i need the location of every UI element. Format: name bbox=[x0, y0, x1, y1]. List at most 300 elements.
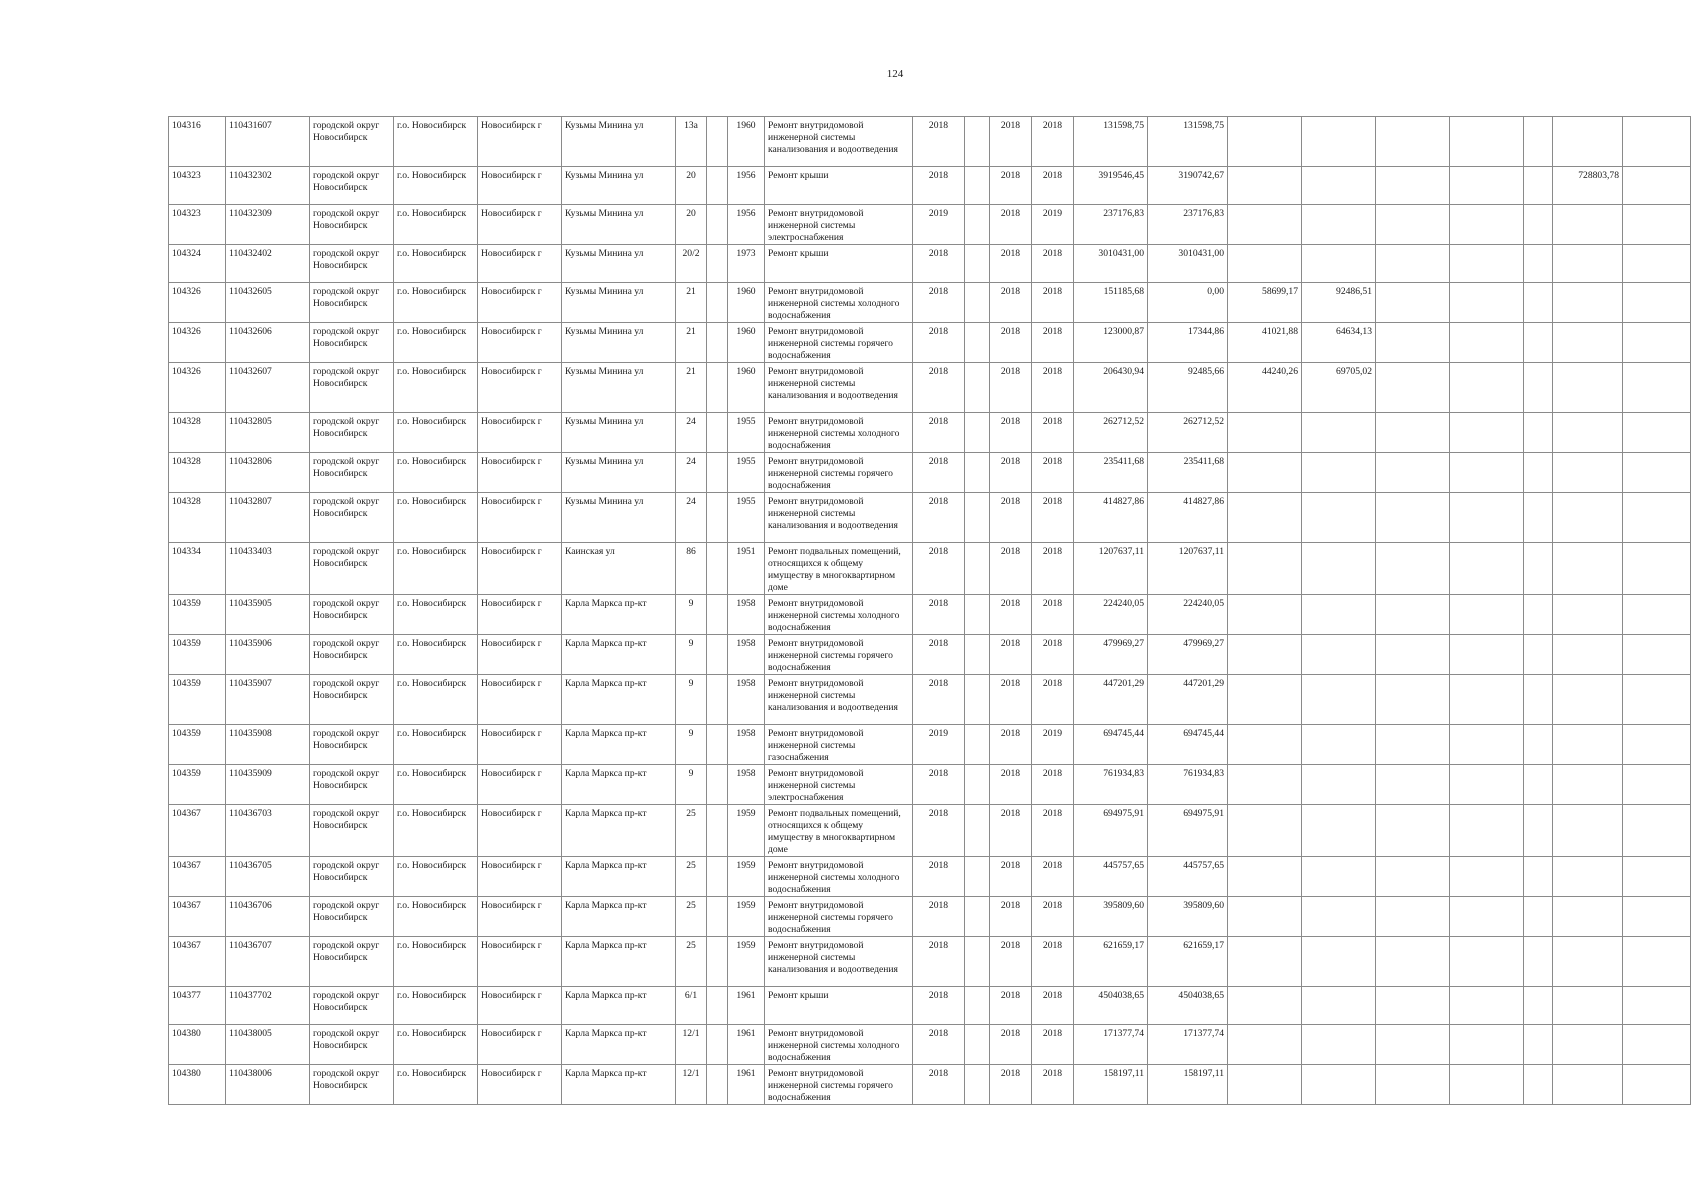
total-cost-cell: 3010431,00 bbox=[1074, 245, 1148, 283]
amount-e-cell bbox=[1450, 543, 1524, 595]
extra-cell bbox=[965, 167, 990, 205]
amount-c-cell: 92486,51 bbox=[1302, 283, 1376, 323]
amount-c-cell bbox=[1302, 987, 1376, 1025]
building-cell bbox=[707, 413, 728, 453]
extra-cell bbox=[965, 805, 990, 857]
extra-cell bbox=[965, 283, 990, 323]
code-cell: 110432805 bbox=[226, 413, 310, 453]
street-cell: Карла Маркса пр-кт bbox=[562, 765, 676, 805]
table-row bbox=[169, 205, 1691, 245]
amount-b-cell bbox=[1228, 987, 1302, 1025]
district-cell: городской округ Новосибирск bbox=[310, 543, 394, 595]
amount-g-cell bbox=[1623, 245, 1691, 283]
district-cell: городской округ Новосибирск bbox=[310, 937, 394, 987]
amount-e-cell bbox=[1450, 805, 1524, 857]
table-row bbox=[169, 987, 1691, 1025]
amount-b-cell bbox=[1228, 595, 1302, 635]
extra-cell bbox=[965, 543, 990, 595]
district-cell: городской округ Новосибирск bbox=[310, 1025, 394, 1065]
amount-g-cell bbox=[1623, 413, 1691, 453]
extra-cell bbox=[965, 205, 990, 245]
street-cell: Кузьмы Минина ул bbox=[562, 323, 676, 363]
building-cell bbox=[707, 725, 728, 765]
total-cost-cell: 151185,68 bbox=[1074, 283, 1148, 323]
amount-f-cell bbox=[1553, 323, 1623, 363]
amount-d-cell bbox=[1376, 117, 1450, 167]
table-row bbox=[169, 765, 1691, 805]
row-id-cell: 104328 bbox=[169, 493, 226, 543]
start-year-cell: 2018 bbox=[990, 245, 1032, 283]
table-row bbox=[169, 897, 1691, 937]
blank-cell bbox=[1524, 283, 1553, 323]
municipality-cell: г.о. Новосибирск bbox=[394, 937, 478, 987]
extra-cell bbox=[965, 937, 990, 987]
amount-d-cell bbox=[1376, 283, 1450, 323]
municipality-cell: г.о. Новосибирск bbox=[394, 897, 478, 937]
amount-e-cell bbox=[1450, 937, 1524, 987]
amount-e-cell bbox=[1450, 1065, 1524, 1105]
house-number-cell: 20 bbox=[676, 167, 707, 205]
building-cell bbox=[707, 453, 728, 493]
building-cell bbox=[707, 167, 728, 205]
building-cell bbox=[707, 1025, 728, 1065]
end-year-cell: 2018 bbox=[1032, 765, 1074, 805]
start-year-cell: 2018 bbox=[990, 413, 1032, 453]
amount-b-cell bbox=[1228, 805, 1302, 857]
amount-g-cell bbox=[1623, 453, 1691, 493]
district-cell: городской округ Новосибирск bbox=[310, 413, 394, 453]
amount-e-cell bbox=[1450, 323, 1524, 363]
amount-f-cell bbox=[1553, 635, 1623, 675]
district-cell: городской округ Новосибирск bbox=[310, 635, 394, 675]
start-year-cell: 2018 bbox=[990, 897, 1032, 937]
start-year-cell: 2018 bbox=[990, 937, 1032, 987]
code-cell: 110438006 bbox=[226, 1065, 310, 1105]
amount-a-cell: 694745,44 bbox=[1148, 725, 1228, 765]
total-cost-cell: 694745,44 bbox=[1074, 725, 1148, 765]
building-cell bbox=[707, 765, 728, 805]
street-cell: Кузьмы Минина ул bbox=[562, 167, 676, 205]
house-number-cell: 12/1 bbox=[676, 1065, 707, 1105]
plan-year-cell: 2018 bbox=[913, 1065, 965, 1105]
end-year-cell: 2018 bbox=[1032, 117, 1074, 167]
municipality-cell: г.о. Новосибирск bbox=[394, 987, 478, 1025]
row-id-cell: 104380 bbox=[169, 1025, 226, 1065]
amount-a-cell: 262712,52 bbox=[1148, 413, 1228, 453]
extra-cell bbox=[965, 323, 990, 363]
amount-g-cell bbox=[1623, 543, 1691, 595]
street-cell: Карла Маркса пр-кт bbox=[562, 675, 676, 725]
district-cell: городской округ Новосибирск bbox=[310, 595, 394, 635]
amount-e-cell bbox=[1450, 363, 1524, 413]
extra-cell bbox=[965, 675, 990, 725]
end-year-cell: 2018 bbox=[1032, 453, 1074, 493]
amount-g-cell bbox=[1623, 595, 1691, 635]
extra-cell bbox=[965, 493, 990, 543]
year-built-cell: 1961 bbox=[728, 1025, 765, 1065]
total-cost-cell: 131598,75 bbox=[1074, 117, 1148, 167]
amount-c-cell bbox=[1302, 725, 1376, 765]
amount-a-cell: 414827,86 bbox=[1148, 493, 1228, 543]
year-built-cell: 1960 bbox=[728, 363, 765, 413]
code-cell: 110433403 bbox=[226, 543, 310, 595]
settlement-cell: Новосибирск г bbox=[478, 725, 562, 765]
amount-g-cell bbox=[1623, 897, 1691, 937]
amount-g-cell bbox=[1623, 283, 1691, 323]
street-cell: Карла Маркса пр-кт bbox=[562, 595, 676, 635]
amount-a-cell: 17344,86 bbox=[1148, 323, 1228, 363]
plan-year-cell: 2018 bbox=[913, 413, 965, 453]
year-built-cell: 1959 bbox=[728, 805, 765, 857]
code-cell: 110432606 bbox=[226, 323, 310, 363]
street-cell: Карла Маркса пр-кт bbox=[562, 937, 676, 987]
row-id-cell: 104323 bbox=[169, 167, 226, 205]
amount-d-cell bbox=[1376, 937, 1450, 987]
amount-c-cell bbox=[1302, 635, 1376, 675]
amount-f-cell bbox=[1553, 1025, 1623, 1065]
work-type-cell: Ремонт внутридомовой инженерной системы горячего водоснабжения bbox=[765, 323, 913, 363]
amount-a-cell: 761934,83 bbox=[1148, 765, 1228, 805]
amount-c-cell bbox=[1302, 205, 1376, 245]
row-id-cell: 104326 bbox=[169, 283, 226, 323]
building-cell bbox=[707, 493, 728, 543]
extra-cell bbox=[965, 897, 990, 937]
work-type-cell: Ремонт внутридомовой инженерной системы холодного водоснабжения bbox=[765, 595, 913, 635]
start-year-cell: 2018 bbox=[990, 805, 1032, 857]
settlement-cell: Новосибирск г bbox=[478, 897, 562, 937]
street-cell: Карла Маркса пр-кт bbox=[562, 1025, 676, 1065]
settlement-cell: Новосибирск г bbox=[478, 413, 562, 453]
amount-b-cell bbox=[1228, 857, 1302, 897]
year-built-cell: 1960 bbox=[728, 117, 765, 167]
start-year-cell: 2018 bbox=[990, 765, 1032, 805]
row-id-cell: 104359 bbox=[169, 595, 226, 635]
street-cell: Кузьмы Минина ул bbox=[562, 493, 676, 543]
district-cell: городской округ Новосибирск bbox=[310, 167, 394, 205]
plan-year-cell: 2018 bbox=[913, 323, 965, 363]
total-cost-cell: 206430,94 bbox=[1074, 363, 1148, 413]
building-cell bbox=[707, 1065, 728, 1105]
district-cell: городской округ Новосибирск bbox=[310, 117, 394, 167]
amount-e-cell bbox=[1450, 205, 1524, 245]
amount-c-cell: 69705,02 bbox=[1302, 363, 1376, 413]
table-row bbox=[169, 725, 1691, 765]
code-cell: 110432302 bbox=[226, 167, 310, 205]
amount-f-cell bbox=[1553, 1065, 1623, 1105]
end-year-cell: 2018 bbox=[1032, 937, 1074, 987]
plan-year-cell: 2018 bbox=[913, 283, 965, 323]
settlement-cell: Новосибирск г bbox=[478, 167, 562, 205]
amount-g-cell bbox=[1623, 1025, 1691, 1065]
amount-a-cell: 0,00 bbox=[1148, 283, 1228, 323]
settlement-cell: Новосибирск г bbox=[478, 117, 562, 167]
year-built-cell: 1960 bbox=[728, 283, 765, 323]
year-built-cell: 1956 bbox=[728, 205, 765, 245]
amount-e-cell bbox=[1450, 283, 1524, 323]
plan-year-cell: 2018 bbox=[913, 363, 965, 413]
amount-c-cell bbox=[1302, 493, 1376, 543]
house-number-cell: 25 bbox=[676, 857, 707, 897]
amount-g-cell bbox=[1623, 675, 1691, 725]
amount-g-cell bbox=[1623, 987, 1691, 1025]
amount-b-cell bbox=[1228, 725, 1302, 765]
amount-g-cell bbox=[1623, 493, 1691, 543]
district-cell: городской округ Новосибирск bbox=[310, 245, 394, 283]
blank-cell bbox=[1524, 1065, 1553, 1105]
blank-cell bbox=[1524, 937, 1553, 987]
end-year-cell: 2018 bbox=[1032, 857, 1074, 897]
blank-cell bbox=[1524, 897, 1553, 937]
house-number-cell: 9 bbox=[676, 725, 707, 765]
street-cell: Карла Маркса пр-кт bbox=[562, 987, 676, 1025]
year-built-cell: 1961 bbox=[728, 1065, 765, 1105]
extra-cell bbox=[965, 117, 990, 167]
amount-c-cell bbox=[1302, 937, 1376, 987]
district-cell: городской округ Новосибирск bbox=[310, 323, 394, 363]
amount-f-cell bbox=[1553, 363, 1623, 413]
code-cell: 110435907 bbox=[226, 675, 310, 725]
amount-c-cell bbox=[1302, 857, 1376, 897]
amount-c-cell bbox=[1302, 543, 1376, 595]
amount-a-cell: 3010431,00 bbox=[1148, 245, 1228, 283]
amount-c-cell bbox=[1302, 167, 1376, 205]
start-year-cell: 2018 bbox=[990, 283, 1032, 323]
amount-g-cell bbox=[1623, 363, 1691, 413]
amount-e-cell bbox=[1450, 725, 1524, 765]
work-type-cell: Ремонт внутридомовой инженерной системы канализования и водоотведения bbox=[765, 937, 913, 987]
amount-b-cell bbox=[1228, 765, 1302, 805]
amount-c-cell bbox=[1302, 805, 1376, 857]
extra-cell bbox=[965, 1025, 990, 1065]
district-cell: городской округ Новосибирск bbox=[310, 897, 394, 937]
total-cost-cell: 3919546,45 bbox=[1074, 167, 1148, 205]
work-type-cell: Ремонт крыши bbox=[765, 167, 913, 205]
row-id-cell: 104326 bbox=[169, 323, 226, 363]
district-cell: городской округ Новосибирск bbox=[310, 857, 394, 897]
total-cost-cell: 1207637,11 bbox=[1074, 543, 1148, 595]
total-cost-cell: 237176,83 bbox=[1074, 205, 1148, 245]
start-year-cell: 2018 bbox=[990, 987, 1032, 1025]
amount-a-cell: 447201,29 bbox=[1148, 675, 1228, 725]
amount-e-cell bbox=[1450, 453, 1524, 493]
total-cost-cell: 235411,68 bbox=[1074, 453, 1148, 493]
district-cell: городской округ Новосибирск bbox=[310, 1065, 394, 1105]
extra-cell bbox=[965, 453, 990, 493]
amount-f-cell bbox=[1553, 413, 1623, 453]
house-number-cell: 24 bbox=[676, 493, 707, 543]
amount-d-cell bbox=[1376, 453, 1450, 493]
building-cell bbox=[707, 543, 728, 595]
settlement-cell: Новосибирск г bbox=[478, 765, 562, 805]
municipality-cell: г.о. Новосибирск bbox=[394, 805, 478, 857]
amount-a-cell: 237176,83 bbox=[1148, 205, 1228, 245]
amount-c-cell bbox=[1302, 1025, 1376, 1065]
end-year-cell: 2018 bbox=[1032, 1025, 1074, 1065]
amount-d-cell bbox=[1376, 413, 1450, 453]
start-year-cell: 2018 bbox=[990, 117, 1032, 167]
code-cell: 110432807 bbox=[226, 493, 310, 543]
year-built-cell: 1951 bbox=[728, 543, 765, 595]
amount-a-cell: 621659,17 bbox=[1148, 937, 1228, 987]
start-year-cell: 2018 bbox=[990, 205, 1032, 245]
extra-cell bbox=[965, 245, 990, 283]
district-cell: городской округ Новосибирск bbox=[310, 363, 394, 413]
row-id-cell: 104377 bbox=[169, 987, 226, 1025]
total-cost-cell: 158197,11 bbox=[1074, 1065, 1148, 1105]
plan-year-cell: 2018 bbox=[913, 987, 965, 1025]
start-year-cell: 2018 bbox=[990, 453, 1032, 493]
code-cell: 110436707 bbox=[226, 937, 310, 987]
settlement-cell: Новосибирск г bbox=[478, 675, 562, 725]
work-type-cell: Ремонт подвальных помещений, относящихся к общему имуществу в многоквартирном доме bbox=[765, 543, 913, 595]
amount-f-cell bbox=[1553, 117, 1623, 167]
start-year-cell: 2018 bbox=[990, 323, 1032, 363]
plan-year-cell: 2018 bbox=[913, 245, 965, 283]
amount-d-cell bbox=[1376, 857, 1450, 897]
amount-f-cell bbox=[1553, 987, 1623, 1025]
row-id-cell: 104328 bbox=[169, 453, 226, 493]
year-built-cell: 1973 bbox=[728, 245, 765, 283]
blank-cell bbox=[1524, 725, 1553, 765]
row-id-cell: 104359 bbox=[169, 675, 226, 725]
district-cell: городской округ Новосибирск bbox=[310, 725, 394, 765]
table-row bbox=[169, 635, 1691, 675]
plan-year-cell: 2018 bbox=[913, 937, 965, 987]
extra-cell bbox=[965, 765, 990, 805]
building-cell bbox=[707, 117, 728, 167]
end-year-cell: 2018 bbox=[1032, 987, 1074, 1025]
settlement-cell: Новосибирск г bbox=[478, 363, 562, 413]
amount-b-cell bbox=[1228, 1065, 1302, 1105]
blank-cell bbox=[1524, 323, 1553, 363]
district-cell: городской округ Новосибирск bbox=[310, 675, 394, 725]
municipality-cell: г.о. Новосибирск bbox=[394, 493, 478, 543]
amount-e-cell bbox=[1450, 635, 1524, 675]
amount-e-cell bbox=[1450, 987, 1524, 1025]
settlement-cell: Новосибирск г bbox=[478, 857, 562, 897]
amount-b-cell bbox=[1228, 897, 1302, 937]
amount-c-cell: 64634,13 bbox=[1302, 323, 1376, 363]
start-year-cell: 2018 bbox=[990, 725, 1032, 765]
end-year-cell: 2019 bbox=[1032, 725, 1074, 765]
building-cell bbox=[707, 805, 728, 857]
amount-d-cell bbox=[1376, 725, 1450, 765]
row-id-cell: 104328 bbox=[169, 413, 226, 453]
table-row bbox=[169, 245, 1691, 283]
house-number-cell: 9 bbox=[676, 595, 707, 635]
amount-a-cell: 158197,11 bbox=[1148, 1065, 1228, 1105]
plan-year-cell: 2018 bbox=[913, 453, 965, 493]
amount-e-cell bbox=[1450, 675, 1524, 725]
work-type-cell: Ремонт крыши bbox=[765, 987, 913, 1025]
row-id-cell: 104359 bbox=[169, 765, 226, 805]
settlement-cell: Новосибирск г bbox=[478, 283, 562, 323]
amount-a-cell: 1207637,11 bbox=[1148, 543, 1228, 595]
amount-f-cell bbox=[1553, 595, 1623, 635]
house-number-cell: 20 bbox=[676, 205, 707, 245]
plan-year-cell: 2018 bbox=[913, 897, 965, 937]
amount-a-cell: 3190742,67 bbox=[1148, 167, 1228, 205]
amount-g-cell bbox=[1623, 323, 1691, 363]
amount-f-cell bbox=[1553, 725, 1623, 765]
code-cell: 110432309 bbox=[226, 205, 310, 245]
year-built-cell: 1959 bbox=[728, 937, 765, 987]
municipality-cell: г.о. Новосибирск bbox=[394, 635, 478, 675]
end-year-cell: 2018 bbox=[1032, 167, 1074, 205]
row-id-cell: 104316 bbox=[169, 117, 226, 167]
amount-a-cell: 92485,66 bbox=[1148, 363, 1228, 413]
row-id-cell: 104380 bbox=[169, 1065, 226, 1105]
blank-cell bbox=[1524, 675, 1553, 725]
page-number: 124 bbox=[886, 68, 904, 80]
start-year-cell: 2018 bbox=[990, 543, 1032, 595]
table-row bbox=[169, 595, 1691, 635]
municipality-cell: г.о. Новосибирск bbox=[394, 205, 478, 245]
total-cost-cell: 262712,52 bbox=[1074, 413, 1148, 453]
amount-e-cell bbox=[1450, 413, 1524, 453]
table-row bbox=[169, 675, 1691, 725]
house-number-cell: 13а bbox=[676, 117, 707, 167]
amount-c-cell bbox=[1302, 765, 1376, 805]
house-number-cell: 21 bbox=[676, 363, 707, 413]
amount-g-cell bbox=[1623, 635, 1691, 675]
building-cell bbox=[707, 245, 728, 283]
amount-a-cell: 445757,65 bbox=[1148, 857, 1228, 897]
building-cell bbox=[707, 323, 728, 363]
blank-cell bbox=[1524, 635, 1553, 675]
amount-f-cell bbox=[1553, 897, 1623, 937]
year-built-cell: 1958 bbox=[728, 595, 765, 635]
total-cost-cell: 479969,27 bbox=[1074, 635, 1148, 675]
blank-cell bbox=[1524, 363, 1553, 413]
house-number-cell: 21 bbox=[676, 323, 707, 363]
code-cell: 110436703 bbox=[226, 805, 310, 857]
end-year-cell: 2018 bbox=[1032, 675, 1074, 725]
row-id-cell: 104324 bbox=[169, 245, 226, 283]
end-year-cell: 2018 bbox=[1032, 543, 1074, 595]
table-row bbox=[169, 323, 1691, 363]
amount-e-cell bbox=[1450, 765, 1524, 805]
total-cost-cell: 447201,29 bbox=[1074, 675, 1148, 725]
amount-g-cell bbox=[1623, 1065, 1691, 1105]
municipality-cell: г.о. Новосибирск bbox=[394, 283, 478, 323]
work-type-cell: Ремонт внутридомовой инженерной системы электроснабжения bbox=[765, 765, 913, 805]
amount-b-cell bbox=[1228, 635, 1302, 675]
year-built-cell: 1961 bbox=[728, 987, 765, 1025]
settlement-cell: Новосибирск г bbox=[478, 595, 562, 635]
end-year-cell: 2018 bbox=[1032, 1065, 1074, 1105]
house-number-cell: 25 bbox=[676, 897, 707, 937]
street-cell: Кузьмы Минина ул bbox=[562, 413, 676, 453]
start-year-cell: 2018 bbox=[990, 493, 1032, 543]
year-built-cell: 1959 bbox=[728, 857, 765, 897]
code-cell: 110436705 bbox=[226, 857, 310, 897]
amount-d-cell bbox=[1376, 765, 1450, 805]
amount-f-cell bbox=[1553, 283, 1623, 323]
table-row bbox=[169, 167, 1691, 205]
amount-b-cell bbox=[1228, 167, 1302, 205]
extra-cell bbox=[965, 363, 990, 413]
settlement-cell: Новосибирск г bbox=[478, 245, 562, 283]
municipality-cell: г.о. Новосибирск bbox=[394, 595, 478, 635]
municipality-cell: г.о. Новосибирск bbox=[394, 1025, 478, 1065]
amount-f-cell: 728803,78 bbox=[1553, 167, 1623, 205]
plan-year-cell: 2019 bbox=[913, 725, 965, 765]
total-cost-cell: 761934,83 bbox=[1074, 765, 1148, 805]
amount-g-cell bbox=[1623, 765, 1691, 805]
amount-e-cell bbox=[1450, 897, 1524, 937]
building-cell bbox=[707, 987, 728, 1025]
